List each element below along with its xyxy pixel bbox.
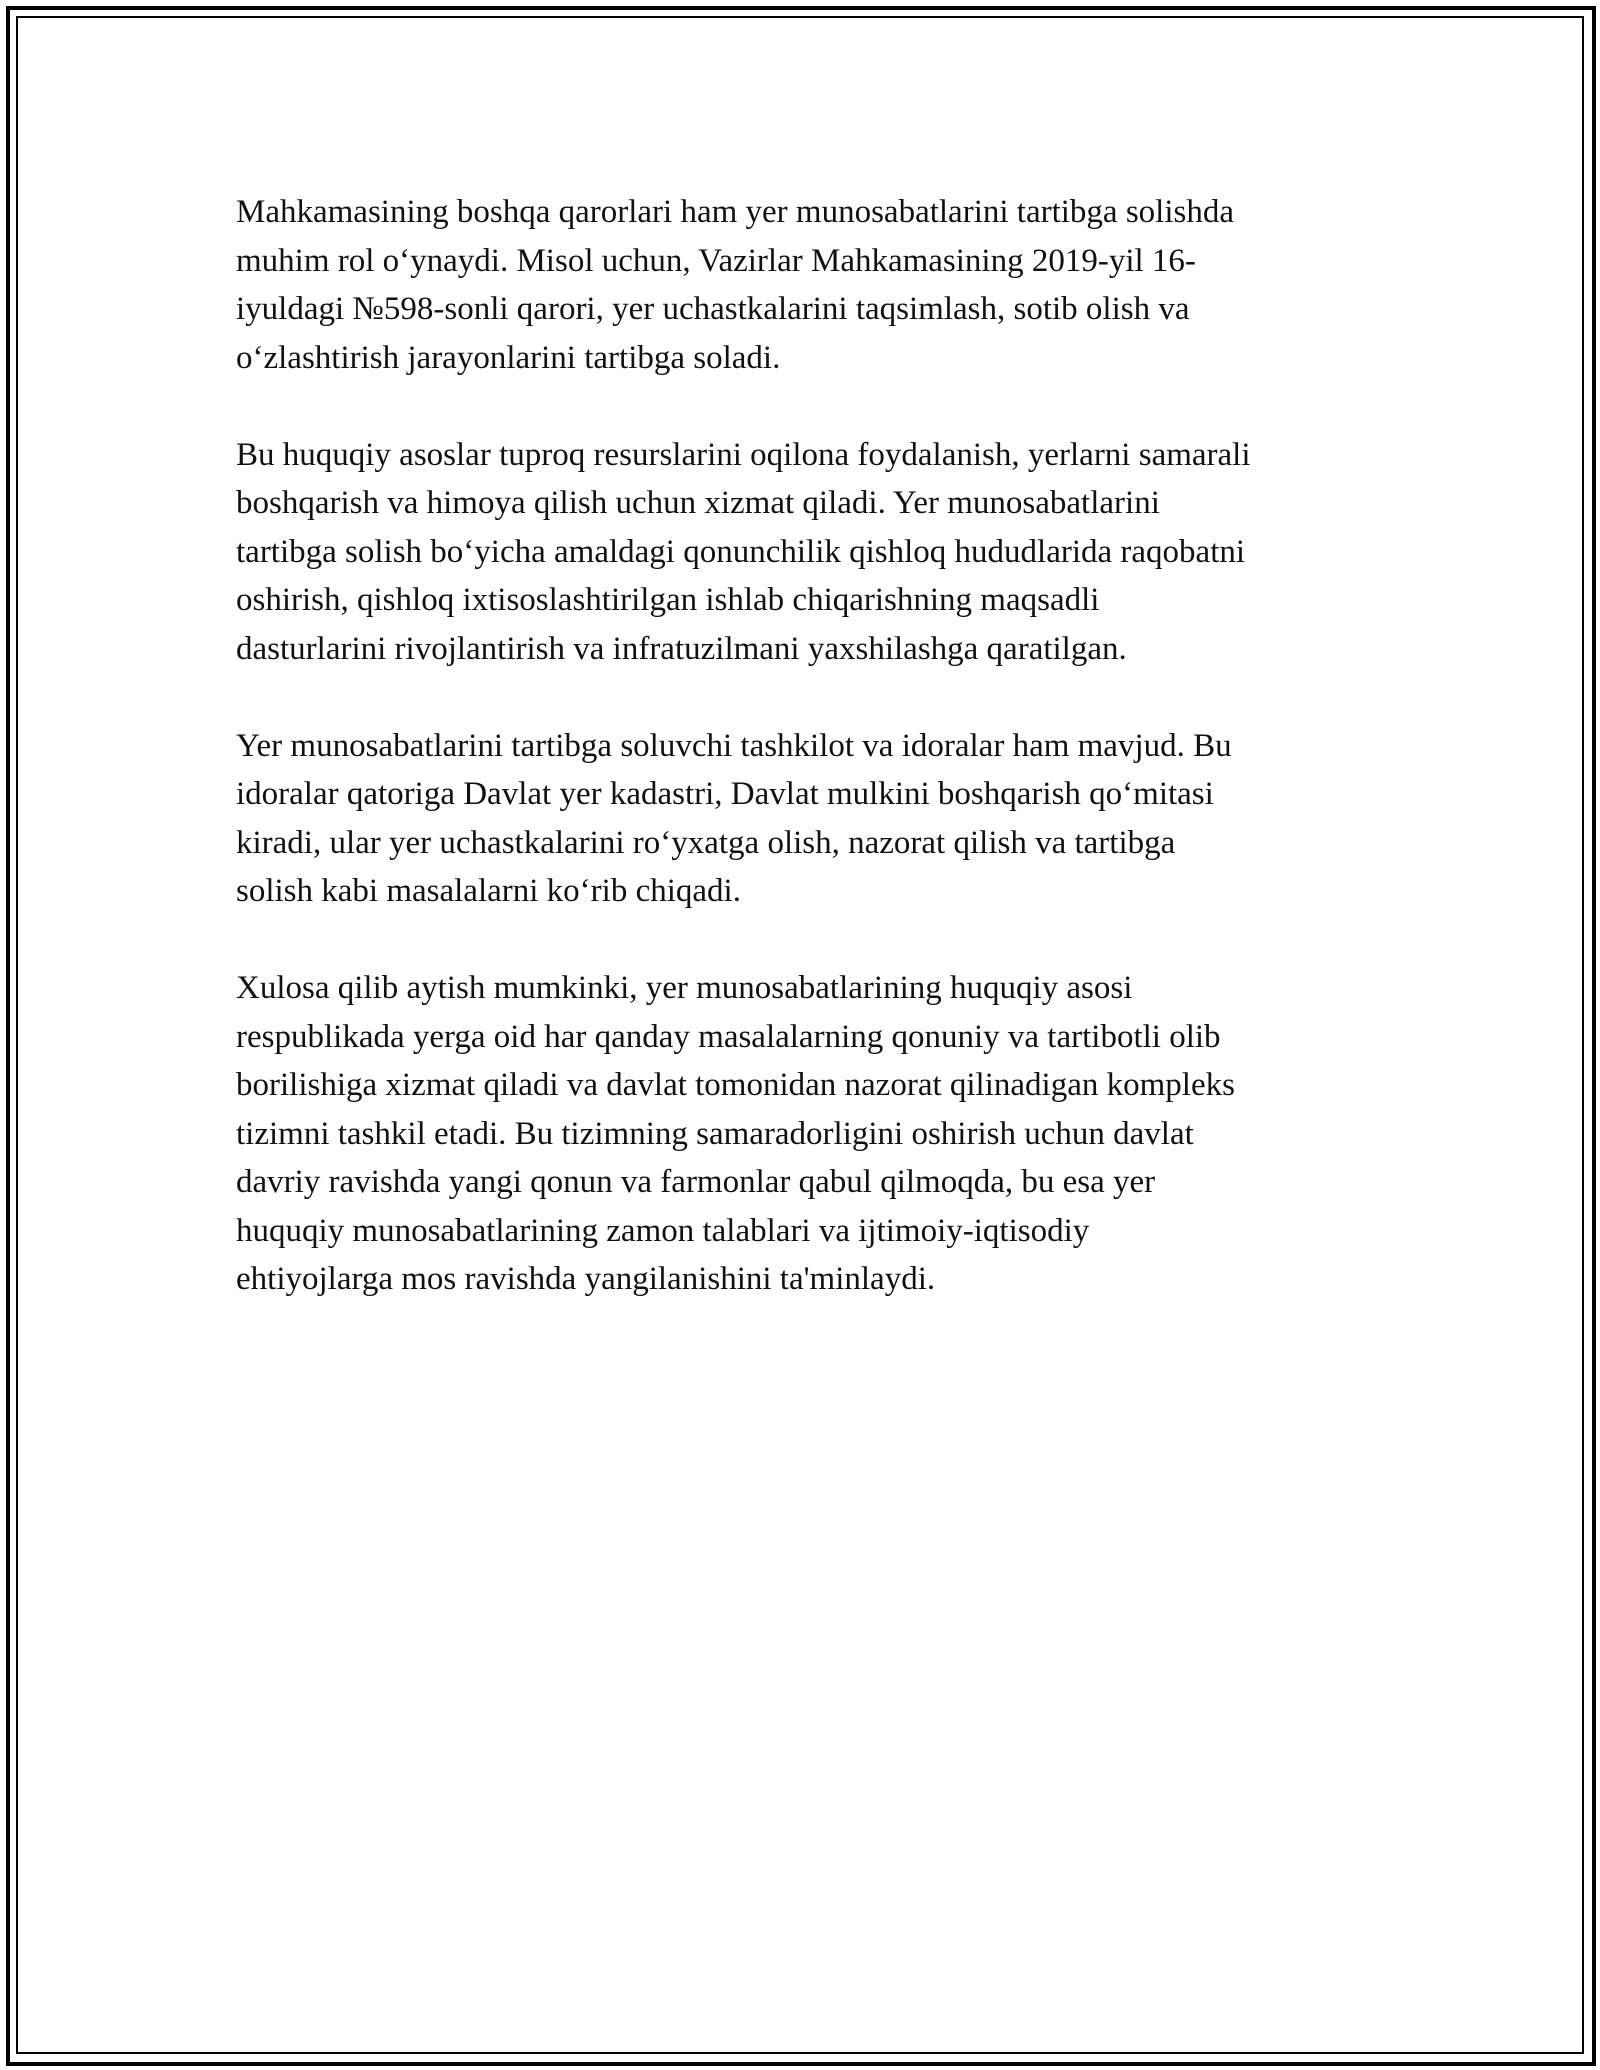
paragraph-2: Bu huquqiy asoslar tuproq resurslarini oqilona foydalanish, yerlarni samarali boshqarish va himoya qilish uchun xizmat qiladi. Yer munosabatlarini tartibga solish bo‘yicha amaldagi qonunchilik qishloq hududlarida raqobatni oshirish, qishloq ixtisoslashtirilgan ishlab chiqarishning maqsadli dasturlarini rivojlantirish va infratuzilmani yaxshilashga qaratilgan.: [236, 436, 1251, 667]
paragraph-3: Yer munosabatlarini tartibga soluvchi tashkilot va idoralar ham mavjud. Bu idoralar qatoriga Davlat yer kadastri, Davlat mulkini boshqarish qo‘mitasi kiradi, ular yer uchastkalarini ro‘yxatga olish, nazorat qilish va tartibga solish kabi masalalarni ko‘rib chiqadi.: [236, 727, 1232, 909]
paragraph-4: Xulosa qilib aytish mumkinki, yer munosabatlarining huquqiy asosi respublikada yerga oid har qanday masalalarning qonuniy va tartibotli olib borilishiga xizmat qiladi va davlat tomonidan nazorat qilinadigan kompleks tizimni tashkil etadi. Bu tizimning samaradorligini oshirish uchun davlat davriy ravishda yangi qonun va farmonlar qabul qilmoqda, bu esa yer huquqiy munosabatlarining zamon talablari va ijtimoiy-iqtisodiy ehtiyojlarga mos ravishda yangilanishini ta'minlaydi.: [236, 970, 1235, 1297]
paragraph-1: Mahkamasining boshqa qarorlari ham yer munosabatlarini tartibga solishda muhim rol o‘ynaydi. Misol uchun, Vazirlar Mahkamasining 2019-yil 16- iyuldagi №598-sonli qarori, yer uchastkalarini taqsimlash, sotib olish va o‘zlashtirish jarayonlarini tartibga soladi.: [236, 194, 1234, 376]
document-body: [236, 188, 1386, 1352]
